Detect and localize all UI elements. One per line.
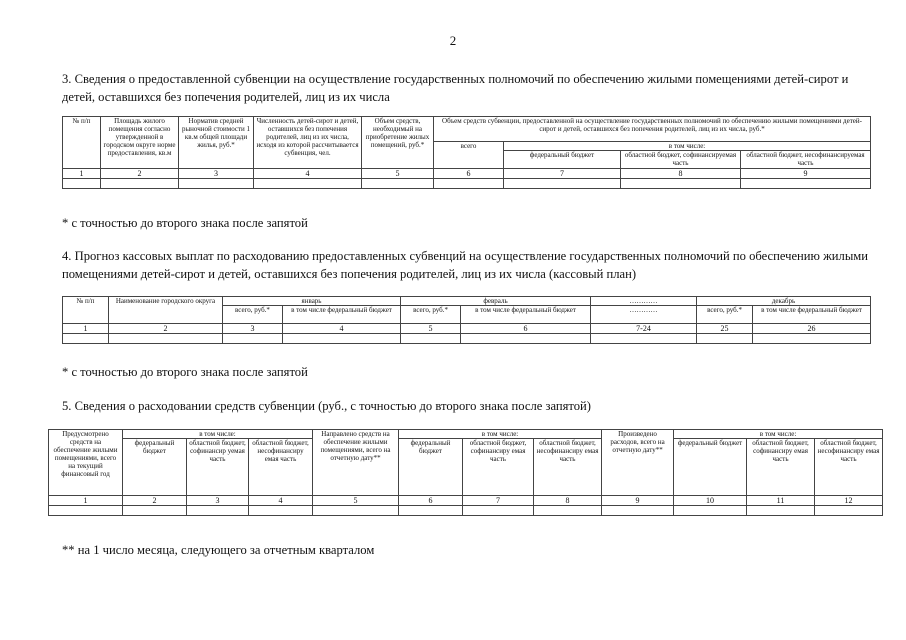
header-district-name: Наименование городского округа	[109, 297, 223, 324]
section-5-heading: 5. Сведения о расходовании средств субвенции (руб., с точностью до второго знака после запятой)	[62, 399, 591, 413]
header-federal: федеральный бюджет	[123, 439, 187, 496]
col-number: 26	[753, 324, 871, 334]
col-number: 3	[179, 169, 254, 179]
col-number: 8	[621, 169, 741, 179]
section-4-heading: 4. Прогноз кассовых выплат по расходованию предоставленных субвенций на осуществление государственных полномочий по обеспечению жилыми помещениями детей-сирот и детей, оставшихся без попечения родителей, лиц из их числа (кассовый план)	[62, 249, 868, 281]
header-regional-nonco: областной бюджет, несофинансиру емая часть	[815, 439, 883, 496]
header-spent: Произведено расходов, всего на отчетную дату**	[602, 430, 674, 496]
header-ellipsis: …………	[591, 297, 697, 306]
header-total: всего, руб.*	[697, 306, 753, 324]
col-number: 7-24	[591, 324, 697, 334]
col-number: 3	[223, 324, 283, 334]
col-number: 4	[283, 324, 401, 334]
col-number: 7	[504, 169, 621, 179]
header-total: всего, руб.*	[401, 306, 461, 324]
col-number: 6	[461, 324, 591, 334]
col-number: 1	[49, 496, 123, 506]
header-ellipsis: …………	[591, 306, 697, 324]
col-number: 2	[109, 324, 223, 334]
section-4-table	[62, 296, 871, 344]
header-including: в том числе:	[399, 430, 602, 439]
header-sent: Направлено средств на обеспечение жилыми помещениями, всего на отчетную дату**	[313, 430, 399, 496]
section-5-table	[48, 429, 883, 516]
header-december: декабрь	[697, 297, 871, 306]
section-4-footnote: * с точностью до второго знака после запятой	[62, 365, 308, 379]
header-volume: Объем средств, необходимый на приобретение жилых помещений, руб.*	[362, 117, 434, 169]
header-including: в том числе:	[504, 142, 871, 151]
header-federal: в том числе федеральный бюджет	[753, 306, 871, 324]
header-including: в том числе:	[123, 430, 313, 439]
header-total: всего, руб.*	[223, 306, 283, 324]
header-regional-co: областной бюджет, софинансиру емая часть	[463, 439, 534, 496]
header-count: Численность детей-сирот и детей, оставшихся без попечения родителей, лиц из их числа, исходя из которой рассчитывается субвенция, чел.	[254, 117, 362, 169]
header-federal: в том числе федеральный бюджет	[461, 306, 591, 324]
header-subvention: Объем средств субвенции, предоставленной на осуществление государственных полномочий по обеспечению жилыми помещениями детей-сирот и детей, оставшихся без попечения родителей, лиц из их числа, руб.*	[434, 117, 871, 142]
header-num: № п/п	[63, 297, 109, 324]
col-number: 4	[254, 169, 362, 179]
section-3-heading: 3. Сведения о предоставленной субвенции на осуществление государственных полномочий по обеспечению жилыми помещениями детей-сирот и детей, оставшихся без попечения родителей, лиц из их числа	[62, 72, 849, 104]
col-number: 7	[463, 496, 534, 506]
col-number: 5	[313, 496, 399, 506]
header-area: Площадь жилого помещения согласно утвержденной в городском округе норме предоставления, кв.м	[101, 117, 179, 169]
header-february: февраль	[401, 297, 591, 306]
header-regional-co: областной бюджет, софинансиру емая часть	[747, 439, 815, 496]
col-number: 5	[362, 169, 434, 179]
header-including: в том числе:	[674, 430, 883, 439]
header-federal: федеральный бюджет	[504, 151, 621, 169]
header-planned: Предусмотрено средств на обеспечение жилыми помещениями, всего на текущий финансовый год	[49, 430, 123, 496]
header-january: январь	[223, 297, 401, 306]
col-number: 3	[187, 496, 249, 506]
empty-row	[63, 334, 871, 344]
header-regional-co: областной бюджет, софинансир уемая часть	[187, 439, 249, 496]
col-number: 6	[434, 169, 504, 179]
col-number: 2	[101, 169, 179, 179]
page-number: 2	[449, 33, 457, 48]
col-number: 8	[534, 496, 602, 506]
col-number: 1	[63, 169, 101, 179]
header-total: всего	[434, 142, 504, 169]
col-number: 5	[401, 324, 461, 334]
header-federal: федеральный бюджет	[674, 439, 747, 496]
col-number: 6	[399, 496, 463, 506]
col-number: 11	[747, 496, 815, 506]
header-num: № п/п	[63, 117, 101, 169]
col-number: 10	[674, 496, 747, 506]
col-number: 1	[63, 324, 109, 334]
header-regional-nonco: областной бюджет, несофинансиру емая часть	[249, 439, 313, 496]
col-number: 2	[123, 496, 187, 506]
header-federal: в том числе федеральный бюджет	[283, 306, 401, 324]
section-3-table	[62, 116, 871, 189]
section-5-footnote: ** на 1 число месяца, следующего за отчетным кварталом	[62, 543, 375, 557]
col-number: 4	[249, 496, 313, 506]
col-number: 12	[815, 496, 883, 506]
header-federal: федеральный бюджет	[399, 439, 463, 496]
header-regional-nonco: областной бюджет, несофинансируемая часть	[741, 151, 871, 169]
empty-row	[63, 179, 871, 189]
header-norm: Норматив средней рыночной стоимости 1 кв.м общей площади жилья, руб.*	[179, 117, 254, 169]
section-3-footnote: * с точностью до второго знака после запятой	[62, 216, 308, 230]
header-regional-nonco: областной бюджет, несофинансиру емая часть	[534, 439, 602, 496]
header-regional-co: областной бюджет, софинансируемая часть	[621, 151, 741, 169]
empty-row	[49, 506, 883, 516]
col-number: 9	[741, 169, 871, 179]
col-number: 25	[697, 324, 753, 334]
col-number: 9	[602, 496, 674, 506]
